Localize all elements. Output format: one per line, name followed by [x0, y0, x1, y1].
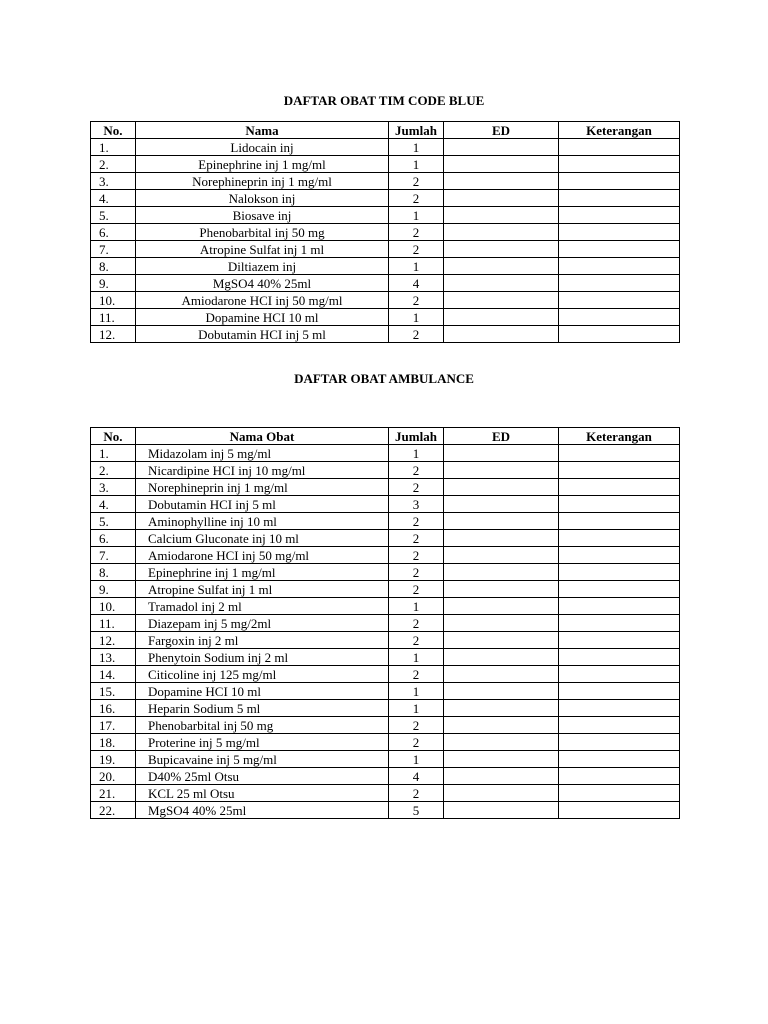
col-nama-header: Nama Obat [136, 428, 389, 445]
table-row [91, 649, 680, 666]
col-nama-cell: Dopamine HCI 10 ml [136, 683, 389, 700]
col-jumlah-cell: 2 [389, 462, 444, 479]
col-keterangan-cell [559, 717, 680, 734]
col-ed-cell [444, 615, 559, 632]
col-keterangan-cell [559, 734, 680, 751]
col-keterangan-cell [559, 513, 680, 530]
table-row [91, 139, 680, 156]
col-no-header: No. [91, 122, 136, 139]
code-blue-drug-table [90, 121, 680, 343]
col-no-cell: 4. [91, 190, 136, 207]
col-nama-cell: Biosave inj [136, 207, 389, 224]
col-keterangan-cell [559, 224, 680, 241]
col-nama-cell: Calcium Gluconate inj 10 ml [136, 530, 389, 547]
col-keterangan-cell [559, 768, 680, 785]
col-keterangan-cell [559, 139, 680, 156]
col-no-cell: 14. [91, 666, 136, 683]
col-jumlah-cell: 1 [389, 445, 444, 462]
col-jumlah-cell: 2 [389, 190, 444, 207]
col-jumlah-cell: 2 [389, 173, 444, 190]
col-jumlah-cell: 4 [389, 768, 444, 785]
table-row [91, 241, 680, 258]
col-nama-cell: Heparin Sodium 5 ml [136, 700, 389, 717]
col-keterangan-cell [559, 292, 680, 309]
table-row [91, 700, 680, 717]
col-nama-cell: Proterine inj 5 mg/ml [136, 734, 389, 751]
col-keterangan-cell [559, 530, 680, 547]
col-no-cell: 19. [91, 751, 136, 768]
col-keterangan-cell [559, 258, 680, 275]
col-nama-cell: Fargoxin inj 2 ml [136, 632, 389, 649]
header-row [91, 428, 680, 445]
table-row [91, 207, 680, 224]
col-keterangan-cell [559, 802, 680, 819]
col-keterangan-cell [559, 785, 680, 802]
col-jumlah-cell: 2 [389, 734, 444, 751]
col-nama-cell: Nicardipine HCI inj 10 mg/ml [136, 462, 389, 479]
col-nama-cell: Bupicavaine inj 5 mg/ml [136, 751, 389, 768]
col-no-cell: 9. [91, 581, 136, 598]
table-row [91, 445, 680, 462]
col-ed-cell [444, 802, 559, 819]
table-row [91, 785, 680, 802]
col-nama-cell: Atropine Sulfat inj 1 ml [136, 581, 389, 598]
col-ed-cell [444, 564, 559, 581]
col-jumlah-cell: 2 [389, 785, 444, 802]
table-row [91, 615, 680, 632]
table-row [91, 581, 680, 598]
table-row [91, 768, 680, 785]
col-keterangan-cell [559, 496, 680, 513]
col-jumlah-cell: 5 [389, 802, 444, 819]
col-ed-cell [444, 207, 559, 224]
col-nama-cell: Amiodarone HCI inj 50 mg/ml [136, 547, 389, 564]
col-keterangan-cell [559, 462, 680, 479]
col-jumlah-cell: 2 [389, 564, 444, 581]
col-no-cell: 8. [91, 258, 136, 275]
col-ed-cell [444, 462, 559, 479]
table-row [91, 598, 680, 615]
col-ed-cell [444, 173, 559, 190]
col-ed-cell [444, 683, 559, 700]
col-ed-cell [444, 649, 559, 666]
col-nama-cell: Phenobarbital inj 50 mg [136, 717, 389, 734]
table-row [91, 547, 680, 564]
col-ed-cell [444, 581, 559, 598]
col-jumlah-cell: 2 [389, 530, 444, 547]
col-ed-cell [444, 785, 559, 802]
col-nama-cell: MgSO4 40% 25ml [136, 275, 389, 292]
col-no-cell: 2. [91, 156, 136, 173]
col-no-cell: 2. [91, 462, 136, 479]
col-nama-cell: Dobutamin HCI inj 5 ml [136, 326, 389, 343]
col-keterangan-cell [559, 190, 680, 207]
col-keterangan-cell [559, 479, 680, 496]
col-jumlah-cell: 2 [389, 292, 444, 309]
col-keterangan-cell [559, 547, 680, 564]
col-nama-cell: Diazepam inj 5 mg/2ml [136, 615, 389, 632]
col-jumlah-cell: 2 [389, 224, 444, 241]
col-ed-cell [444, 275, 559, 292]
col-nama-cell: Lidocain inj [136, 139, 389, 156]
col-ed-cell [444, 224, 559, 241]
table-row [91, 717, 680, 734]
col-keterangan-cell [559, 598, 680, 615]
section-title-ambulance: DAFTAR OBAT AMBULANCE [294, 371, 474, 386]
col-no-header: No. [91, 428, 136, 445]
col-nama-cell: Phenobarbital inj 50 mg [136, 224, 389, 241]
col-keterangan-cell [559, 241, 680, 258]
col-keterangan-cell [559, 207, 680, 224]
col-nama-header: Nama [136, 122, 389, 139]
col-no-cell: 8. [91, 564, 136, 581]
col-jumlah-cell: 2 [389, 581, 444, 598]
col-jumlah-cell: 2 [389, 513, 444, 530]
col-nama-cell: KCL 25 ml Otsu [136, 785, 389, 802]
col-no-cell: 10. [91, 292, 136, 309]
table-row [91, 462, 680, 479]
col-nama-cell: Diltiazem inj [136, 258, 389, 275]
col-ed-cell [444, 479, 559, 496]
col-nama-cell: Norephineprin inj 1 mg/ml [136, 173, 389, 190]
col-ed-cell [444, 309, 559, 326]
col-keterangan-cell [559, 156, 680, 173]
col-no-cell: 10. [91, 598, 136, 615]
col-jumlah-cell: 2 [389, 632, 444, 649]
col-ed-cell [444, 190, 559, 207]
col-no-cell: 3. [91, 479, 136, 496]
col-ed-cell [444, 598, 559, 615]
col-no-cell: 7. [91, 241, 136, 258]
col-keterangan-cell [559, 326, 680, 343]
col-nama-cell: D40% 25ml Otsu [136, 768, 389, 785]
col-jumlah-cell: 1 [389, 751, 444, 768]
col-nama-cell: Midazolam inj 5 mg/ml [136, 445, 389, 462]
table-row [91, 683, 680, 700]
col-keterangan-header: Keterangan [559, 122, 680, 139]
col-ed-cell [444, 326, 559, 343]
col-nama-cell: Citicoline inj 125 mg/ml [136, 666, 389, 683]
col-no-cell: 7. [91, 547, 136, 564]
col-nama-cell: Dopamine HCI 10 ml [136, 309, 389, 326]
col-ed-cell [444, 445, 559, 462]
col-no-cell: 1. [91, 445, 136, 462]
table-row [91, 224, 680, 241]
col-keterangan-cell [559, 649, 680, 666]
col-no-cell: 6. [91, 224, 136, 241]
col-jumlah-cell: 2 [389, 717, 444, 734]
col-no-cell: 5. [91, 207, 136, 224]
section-title-code-blue: DAFTAR OBAT TIM CODE BLUE [283, 93, 485, 108]
col-jumlah-cell: 1 [389, 598, 444, 615]
col-no-cell: 5. [91, 513, 136, 530]
col-no-cell: 4. [91, 496, 136, 513]
col-keterangan-cell [559, 666, 680, 683]
table-header [91, 428, 680, 445]
col-ed-cell [444, 156, 559, 173]
col-jumlah-cell: 1 [389, 156, 444, 173]
col-jumlah-cell: 2 [389, 547, 444, 564]
table-row [91, 156, 680, 173]
col-jumlah-header: Jumlah [389, 428, 444, 445]
table-header [91, 122, 680, 139]
col-jumlah-cell: 2 [389, 326, 444, 343]
col-jumlah-cell: 2 [389, 666, 444, 683]
ambulance-drug-table [90, 427, 680, 819]
col-keterangan-header: Keterangan [559, 428, 680, 445]
col-jumlah-cell: 1 [389, 258, 444, 275]
col-nama-cell: Epinephrine inj 1 mg/ml [136, 156, 389, 173]
col-nama-cell: Aminophylline inj 10 ml [136, 513, 389, 530]
col-no-cell: 12. [91, 632, 136, 649]
col-nama-cell: Dobutamin HCI inj 5 ml [136, 496, 389, 513]
col-nama-cell: MgSO4 40% 25ml [136, 802, 389, 819]
col-jumlah-cell: 1 [389, 683, 444, 700]
col-ed-cell [444, 717, 559, 734]
col-no-cell: 18. [91, 734, 136, 751]
col-nama-cell: Norephineprin inj 1 mg/ml [136, 479, 389, 496]
col-ed-cell [444, 547, 559, 564]
col-nama-cell: Nalokson inj [136, 190, 389, 207]
col-keterangan-cell [559, 615, 680, 632]
table-body [91, 139, 680, 343]
col-keterangan-cell [559, 564, 680, 581]
table-row [91, 190, 680, 207]
table-row [91, 666, 680, 683]
col-no-cell: 11. [91, 309, 136, 326]
col-no-cell: 20. [91, 768, 136, 785]
col-ed-header: ED [444, 122, 559, 139]
col-no-cell: 22. [91, 802, 136, 819]
table-row [91, 751, 680, 768]
col-jumlah-cell: 1 [389, 700, 444, 717]
col-ed-cell [444, 700, 559, 717]
table-row [91, 326, 680, 343]
col-no-cell: 9. [91, 275, 136, 292]
table-row [91, 258, 680, 275]
col-ed-cell [444, 751, 559, 768]
table-body [91, 445, 680, 819]
col-jumlah-cell: 2 [389, 479, 444, 496]
col-jumlah-header: Jumlah [389, 122, 444, 139]
col-no-cell: 17. [91, 717, 136, 734]
col-ed-cell [444, 666, 559, 683]
table-row [91, 173, 680, 190]
col-keterangan-cell [559, 581, 680, 598]
col-ed-cell [444, 258, 559, 275]
col-no-cell: 11. [91, 615, 136, 632]
col-ed-cell [444, 734, 559, 751]
col-no-cell: 1. [91, 139, 136, 156]
col-nama-cell: Tramadol inj 2 ml [136, 598, 389, 615]
col-ed-cell [444, 292, 559, 309]
col-jumlah-cell: 1 [389, 207, 444, 224]
col-nama-cell: Epinephrine inj 1 mg/ml [136, 564, 389, 581]
col-jumlah-cell: 1 [389, 649, 444, 666]
col-jumlah-cell: 1 [389, 139, 444, 156]
col-keterangan-cell [559, 445, 680, 462]
col-jumlah-cell: 4 [389, 275, 444, 292]
col-no-cell: 13. [91, 649, 136, 666]
col-keterangan-cell [559, 683, 680, 700]
col-jumlah-cell: 1 [389, 309, 444, 326]
table-row [91, 802, 680, 819]
header-row [91, 122, 680, 139]
col-nama-cell: Atropine Sulfat inj 1 ml [136, 241, 389, 258]
col-ed-cell [444, 632, 559, 649]
table-row [91, 564, 680, 581]
table-row [91, 275, 680, 292]
col-ed-cell [444, 496, 559, 513]
col-no-cell: 6. [91, 530, 136, 547]
table-row [91, 292, 680, 309]
table-row [91, 309, 680, 326]
col-ed-cell [444, 530, 559, 547]
col-nama-cell: Phenytoin Sodium inj 2 ml [136, 649, 389, 666]
col-keterangan-cell [559, 173, 680, 190]
col-jumlah-cell: 2 [389, 615, 444, 632]
col-no-cell: 15. [91, 683, 136, 700]
col-no-cell: 21. [91, 785, 136, 802]
table-row [91, 513, 680, 530]
col-keterangan-cell [559, 275, 680, 292]
table-row [91, 530, 680, 547]
col-jumlah-cell: 2 [389, 241, 444, 258]
col-no-cell: 16. [91, 700, 136, 717]
col-keterangan-cell [559, 309, 680, 326]
col-no-cell: 12. [91, 326, 136, 343]
col-jumlah-cell: 3 [389, 496, 444, 513]
col-ed-cell [444, 241, 559, 258]
table-row [91, 479, 680, 496]
col-keterangan-cell [559, 632, 680, 649]
col-no-cell: 3. [91, 173, 136, 190]
col-keterangan-cell [559, 700, 680, 717]
table-row [91, 734, 680, 751]
table-row [91, 632, 680, 649]
table-row [91, 496, 680, 513]
col-ed-header: ED [444, 428, 559, 445]
col-ed-cell [444, 513, 559, 530]
col-nama-cell: Amiodarone HCI inj 50 mg/ml [136, 292, 389, 309]
col-ed-cell [444, 768, 559, 785]
col-keterangan-cell [559, 751, 680, 768]
col-ed-cell [444, 139, 559, 156]
